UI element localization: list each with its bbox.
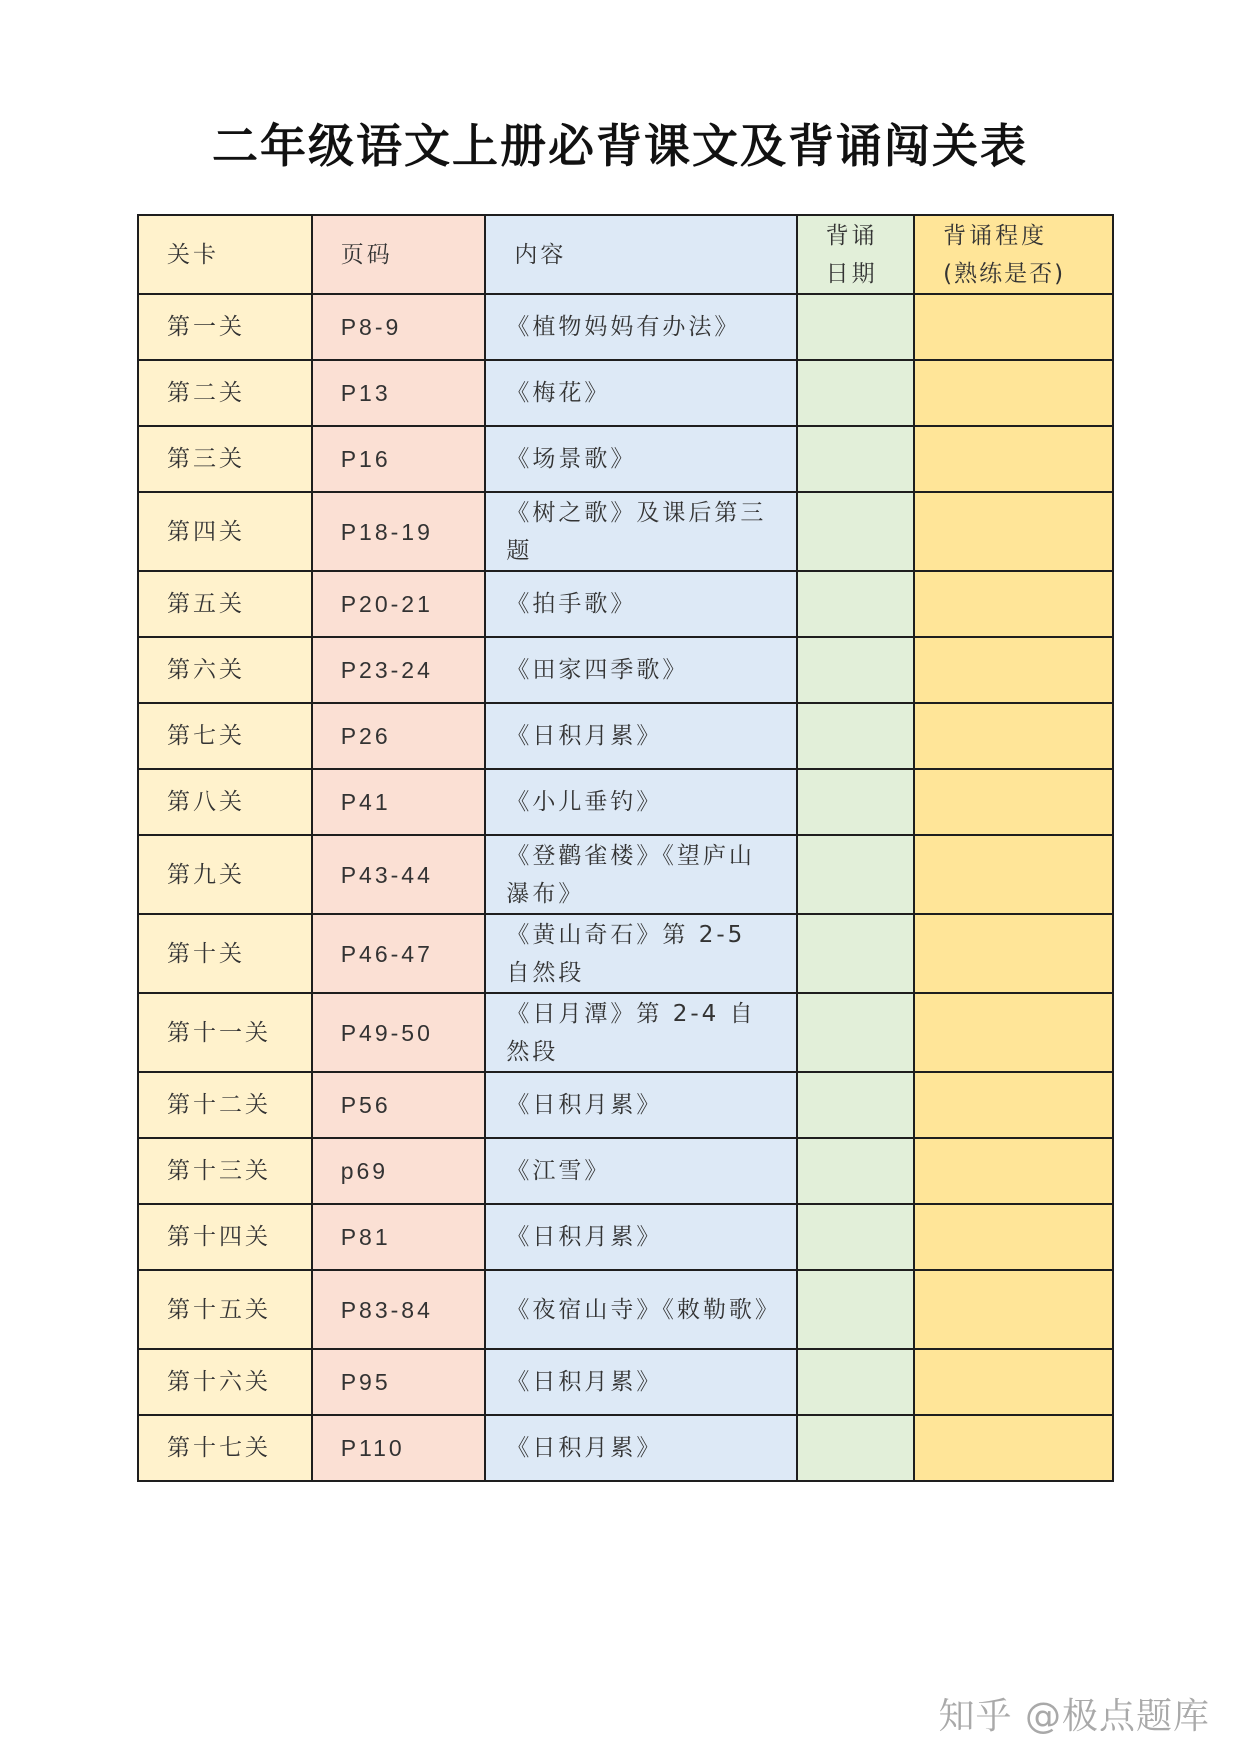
- cell-content: 《田家四季歌》: [485, 637, 796, 703]
- cell-page: P20-21: [312, 571, 486, 637]
- cell-proficiency[interactable]: [914, 1138, 1113, 1204]
- table-row: [138, 993, 1113, 1072]
- cell-proficiency[interactable]: [914, 294, 1113, 360]
- cell-date[interactable]: [797, 1204, 914, 1270]
- cell-page: P43-44: [312, 835, 486, 914]
- cell-date[interactable]: [797, 294, 914, 360]
- cell-proficiency[interactable]: [914, 360, 1113, 426]
- cell-date[interactable]: [797, 1138, 914, 1204]
- cell-date[interactable]: [797, 637, 914, 703]
- cell-content: 《场景歌》: [485, 426, 796, 492]
- cell-date[interactable]: [797, 835, 914, 914]
- header-date: [797, 215, 914, 294]
- cell-level: 第五关: [138, 571, 312, 637]
- cell-date[interactable]: [797, 1270, 914, 1349]
- table-row: [138, 426, 1113, 492]
- header-proficiency-line1: 背诵程度: [943, 222, 1048, 249]
- cell-page: P16: [312, 426, 486, 492]
- cell-content: 《植物妈妈有办法》: [485, 294, 796, 360]
- cell-content: 《日积月累》: [485, 1072, 796, 1138]
- table-row: [138, 571, 1113, 637]
- watermark: 知乎 @极点题库: [938, 1696, 1210, 1737]
- cell-page: P110: [312, 1415, 486, 1481]
- cell-level: 第四关: [138, 492, 312, 571]
- table-row: [138, 1204, 1113, 1270]
- cell-content: 《夜宿山寺》《敕勒歌》: [485, 1270, 796, 1349]
- cell-page: P13: [312, 360, 486, 426]
- cell-date[interactable]: [797, 1415, 914, 1481]
- cell-content: 《黄山奇石》第 2-5 自然段: [485, 914, 796, 993]
- cell-level: 第十四关: [138, 1204, 312, 1270]
- table-row: [138, 1270, 1113, 1349]
- cell-content: 《拍手歌》: [485, 571, 796, 637]
- cell-date[interactable]: [797, 914, 914, 993]
- header-content: 内容: [485, 215, 796, 294]
- cell-proficiency[interactable]: [914, 1072, 1113, 1138]
- cell-content: 《树之歌》及课后第三题: [485, 492, 796, 571]
- cell-page: P83-84: [312, 1270, 486, 1349]
- cell-level: 第十一关: [138, 993, 312, 1072]
- cell-page: P18-19: [312, 492, 486, 571]
- cell-proficiency[interactable]: [914, 835, 1113, 914]
- cell-page: P26: [312, 703, 486, 769]
- cell-page: P23-24: [312, 637, 486, 703]
- cell-date[interactable]: [797, 426, 914, 492]
- cell-content: 《江雪》: [485, 1138, 796, 1204]
- cell-content: 《日积月累》: [485, 1415, 796, 1481]
- cell-proficiency[interactable]: [914, 914, 1113, 993]
- cell-proficiency[interactable]: [914, 492, 1113, 571]
- table-row: [138, 1072, 1113, 1138]
- cell-content: 《小儿垂钓》: [485, 769, 796, 835]
- table-row: [138, 769, 1113, 835]
- header-page: 页码: [312, 215, 486, 294]
- cell-date[interactable]: [797, 360, 914, 426]
- cell-proficiency[interactable]: [914, 1415, 1113, 1481]
- cell-level: 第十二关: [138, 1072, 312, 1138]
- cell-proficiency[interactable]: [914, 571, 1113, 637]
- cell-content: 《日月潭》第 2-4 自然段: [485, 993, 796, 1072]
- table-row: [138, 703, 1113, 769]
- table-row: [138, 835, 1113, 914]
- header-proficiency: [914, 215, 1113, 294]
- cell-level: 第十七关: [138, 1415, 312, 1481]
- header-date-line2: 日期: [825, 260, 878, 287]
- header-level: 关卡: [138, 215, 312, 294]
- cell-content: 《梅花》: [485, 360, 796, 426]
- cell-level: 第十五关: [138, 1270, 312, 1349]
- cell-page: P46-47: [312, 914, 486, 993]
- cell-level: 第三关: [138, 426, 312, 492]
- cell-date[interactable]: [797, 1072, 914, 1138]
- cell-level: 第二关: [138, 360, 312, 426]
- table-row: [138, 294, 1113, 360]
- cell-level: 第七关: [138, 703, 312, 769]
- cell-level: 第十三关: [138, 1138, 312, 1204]
- cell-date[interactable]: [797, 993, 914, 1072]
- table-row: [138, 492, 1113, 571]
- table-row: [138, 1415, 1113, 1481]
- cell-date[interactable]: [797, 703, 914, 769]
- table-row: [138, 1349, 1113, 1415]
- cell-page: P8-9: [312, 294, 486, 360]
- recitation-table: [137, 214, 1114, 1482]
- cell-content: 《日积月累》: [485, 703, 796, 769]
- cell-date[interactable]: [797, 492, 914, 571]
- cell-page: P81: [312, 1204, 486, 1270]
- cell-proficiency[interactable]: [914, 1270, 1113, 1349]
- cell-content: 《日积月累》: [485, 1204, 796, 1270]
- header-proficiency-line2: (熟练是否): [943, 260, 1066, 287]
- cell-page: p69: [312, 1138, 486, 1204]
- cell-proficiency[interactable]: [914, 637, 1113, 703]
- table-row: [138, 637, 1113, 703]
- cell-date[interactable]: [797, 769, 914, 835]
- cell-proficiency[interactable]: [914, 993, 1113, 1072]
- cell-proficiency[interactable]: [914, 426, 1113, 492]
- cell-proficiency[interactable]: [914, 1204, 1113, 1270]
- cell-date[interactable]: [797, 1349, 914, 1415]
- cell-page: P41: [312, 769, 486, 835]
- cell-level: 第十六关: [138, 1349, 312, 1415]
- cell-proficiency[interactable]: [914, 703, 1113, 769]
- cell-page: P95: [312, 1349, 486, 1415]
- cell-date[interactable]: [797, 571, 914, 637]
- cell-level: 第一关: [138, 294, 312, 360]
- table-row: [138, 1138, 1113, 1204]
- cell-level: 第六关: [138, 637, 312, 703]
- header-date-line1: 背诵: [825, 222, 878, 249]
- cell-level: 第九关: [138, 835, 312, 914]
- page-title: 二年级语文上册必背课文及背诵闯关表: [212, 119, 1028, 173]
- cell-page: P49-50: [312, 993, 486, 1072]
- cell-level: 第十关: [138, 914, 312, 993]
- table-row: [138, 360, 1113, 426]
- table-header-row: [138, 215, 1113, 294]
- cell-content: 《日积月累》: [485, 1349, 796, 1415]
- cell-proficiency[interactable]: [914, 1349, 1113, 1415]
- cell-page: P56: [312, 1072, 486, 1138]
- cell-level: 第八关: [138, 769, 312, 835]
- cell-proficiency[interactable]: [914, 769, 1113, 835]
- cell-content: 《登鹳雀楼》《望庐山瀑布》: [485, 835, 796, 914]
- table-row: [138, 914, 1113, 993]
